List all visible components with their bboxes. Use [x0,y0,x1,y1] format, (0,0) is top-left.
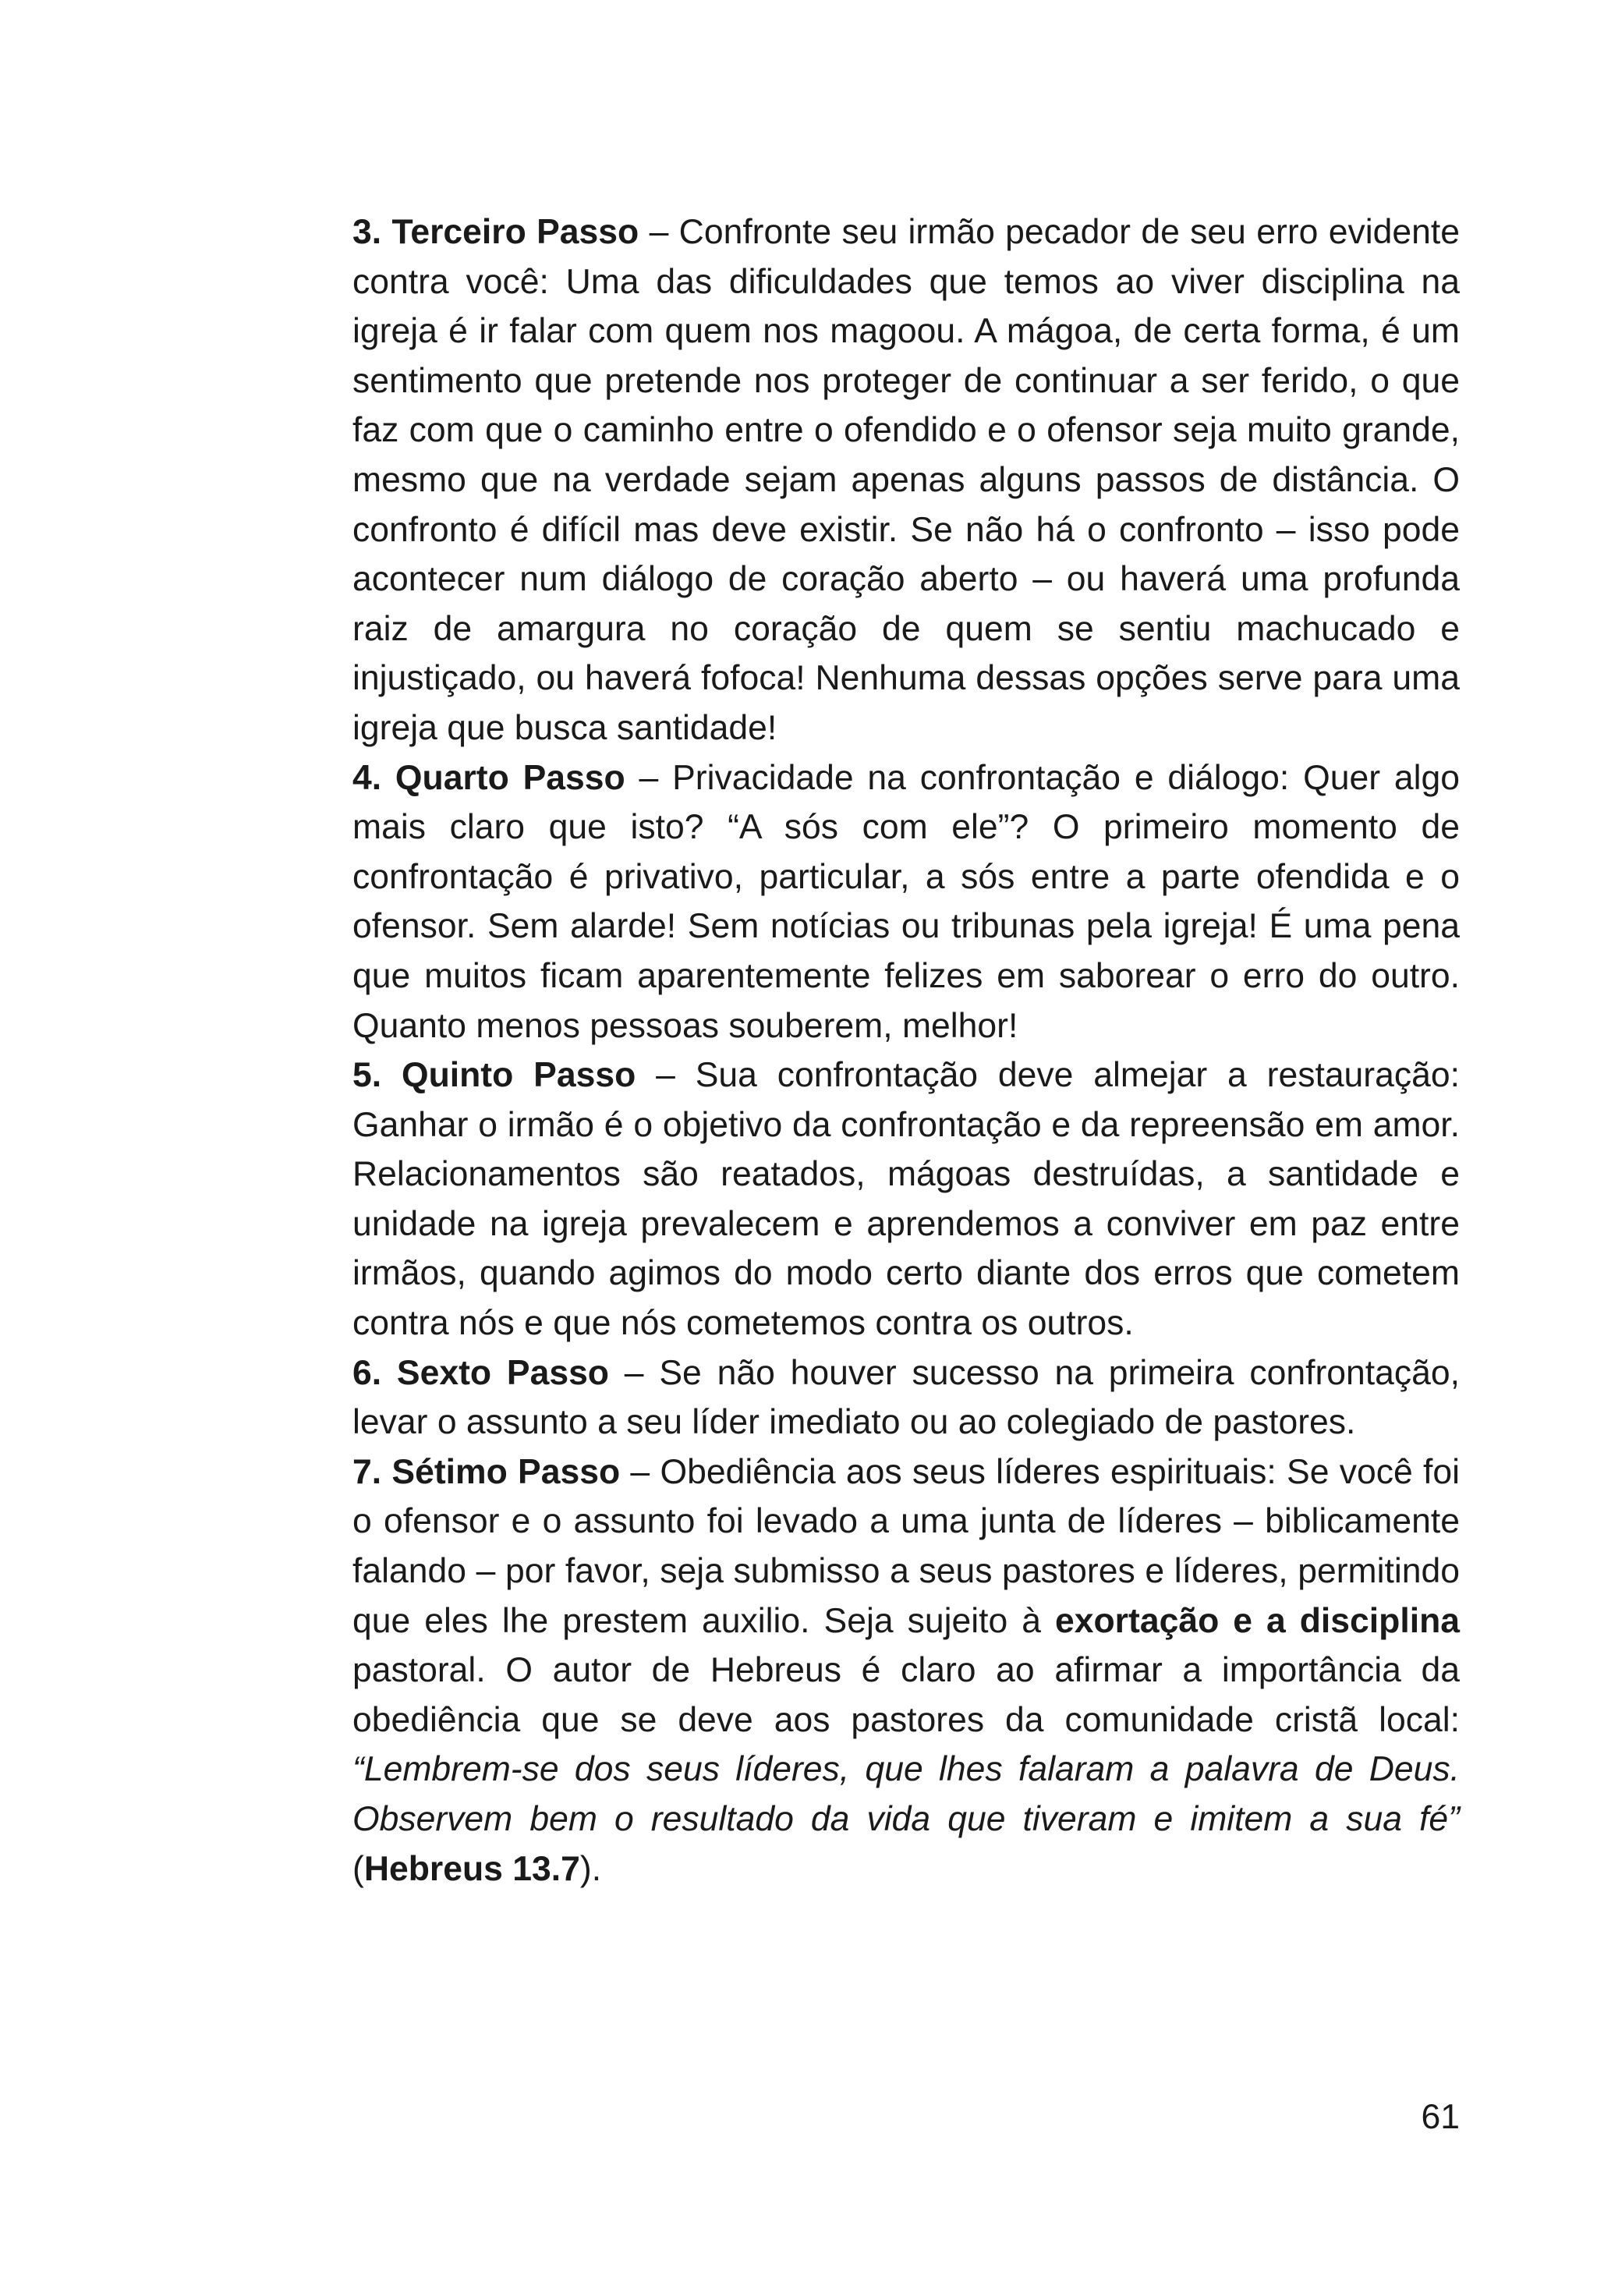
step-4-text: – Privacidade na confrontação e diálogo: Quer algo mais claro que isto? “A sós com ele”? O primeiro momento de confrontação é privativo, particular, a sós entre a parte ofendida e o ofensor. Sem alarde! Sem notícias ou tribunas pela igreja! É uma pena que muitos ficam aparentemente felizes em saborear o erro do outro. Quanto menos pessoas souberem, melhor! [352,758,1460,1045]
step-5-title: 5. Quinto Passo [352,1056,636,1095]
step-4-paragraph [352,753,1460,1051]
page-body [352,207,1460,1894]
step-6-text: – Se não houver sucesso na primeira confrontação, levar o assunto a seu líder imediato ou ao colegiado de pastores. [352,1353,1460,1442]
step-3-paragraph [352,207,1460,753]
step-7-text-b: pastoral. O autor de Hebreus é claro ao afirmar a importância da obediência que se deve aos pastores da comunidade cristã local: [352,1651,1460,1739]
bible-quote: “Lembrem-se dos seus líderes, que lhes falaram a palavra de Deus. Observem bem o resultado da vida que tiveram e imitem a sua fé” [352,1750,1460,1838]
step-4-title: 4. Quarto Passo [352,758,625,797]
step-7-emphasis: exortação e a disciplina [1055,1601,1460,1640]
step-7-title: 7. Sétimo Passo [352,1452,621,1491]
reference-close: ). [579,1849,602,1888]
step-7-text-a: – Obediência aos seus líderes espirituais: Se você foi o ofensor e o assunto foi levado a uma junta de líderes – biblicamente falando – por favor, seja submisso a seus pastores e líderes, permitindo que eles lhe prestem auxilio. Seja sujeito à [352,1452,1461,1640]
step-6-title: 6. Sexto Passo [352,1353,609,1392]
reference-open: ( [352,1849,364,1888]
step-7-paragraph [352,1447,1460,1894]
page-number: 61 [1421,2098,1460,2136]
step-5-paragraph [352,1051,1460,1348]
bible-reference: Hebreus 13.7 [363,1849,580,1888]
step-5-text: – Sua confrontação deve almejar a restauração: Ganhar o irmão é o objetivo da confrontação e da repreensão em amor. Relacionamentos são reatados, mágoas destruídas, a santidade e unidade na igreja prevalecem e aprendemos a conviver em paz entre irmãos, quando agimos do modo certo diante dos erros que cometem contra nós e que nós cometemos contra os outros. [352,1056,1460,1343]
step-3-title: 3. Terceiro Passo [352,213,639,251]
step-3-text: – Confronte seu irmão pecador de seu erro evidente contra você: Uma das dificuldades que temos ao viver disciplina na igreja é ir falar com quem nos magoou. A mágoa, de certa forma, é um sentimento que pretende nos proteger de continuar a ser ferido, o que faz com que o caminho entre o ofendido e o ofensor seja muito grande, mesmo que na verdade sejam apenas alguns passos de distância. O confronto é difícil mas deve existir. Se não há o confronto – isso pode acontecer num diálogo de coração aberto – ou haverá uma profunda raiz de amargura no coração de quem se sentiu machucado e injustiçado, ou haverá fofoca! Nenhuma dessas opções serve para uma igreja que busca santidade! [352,213,1460,747]
step-6-paragraph [352,1348,1460,1447]
